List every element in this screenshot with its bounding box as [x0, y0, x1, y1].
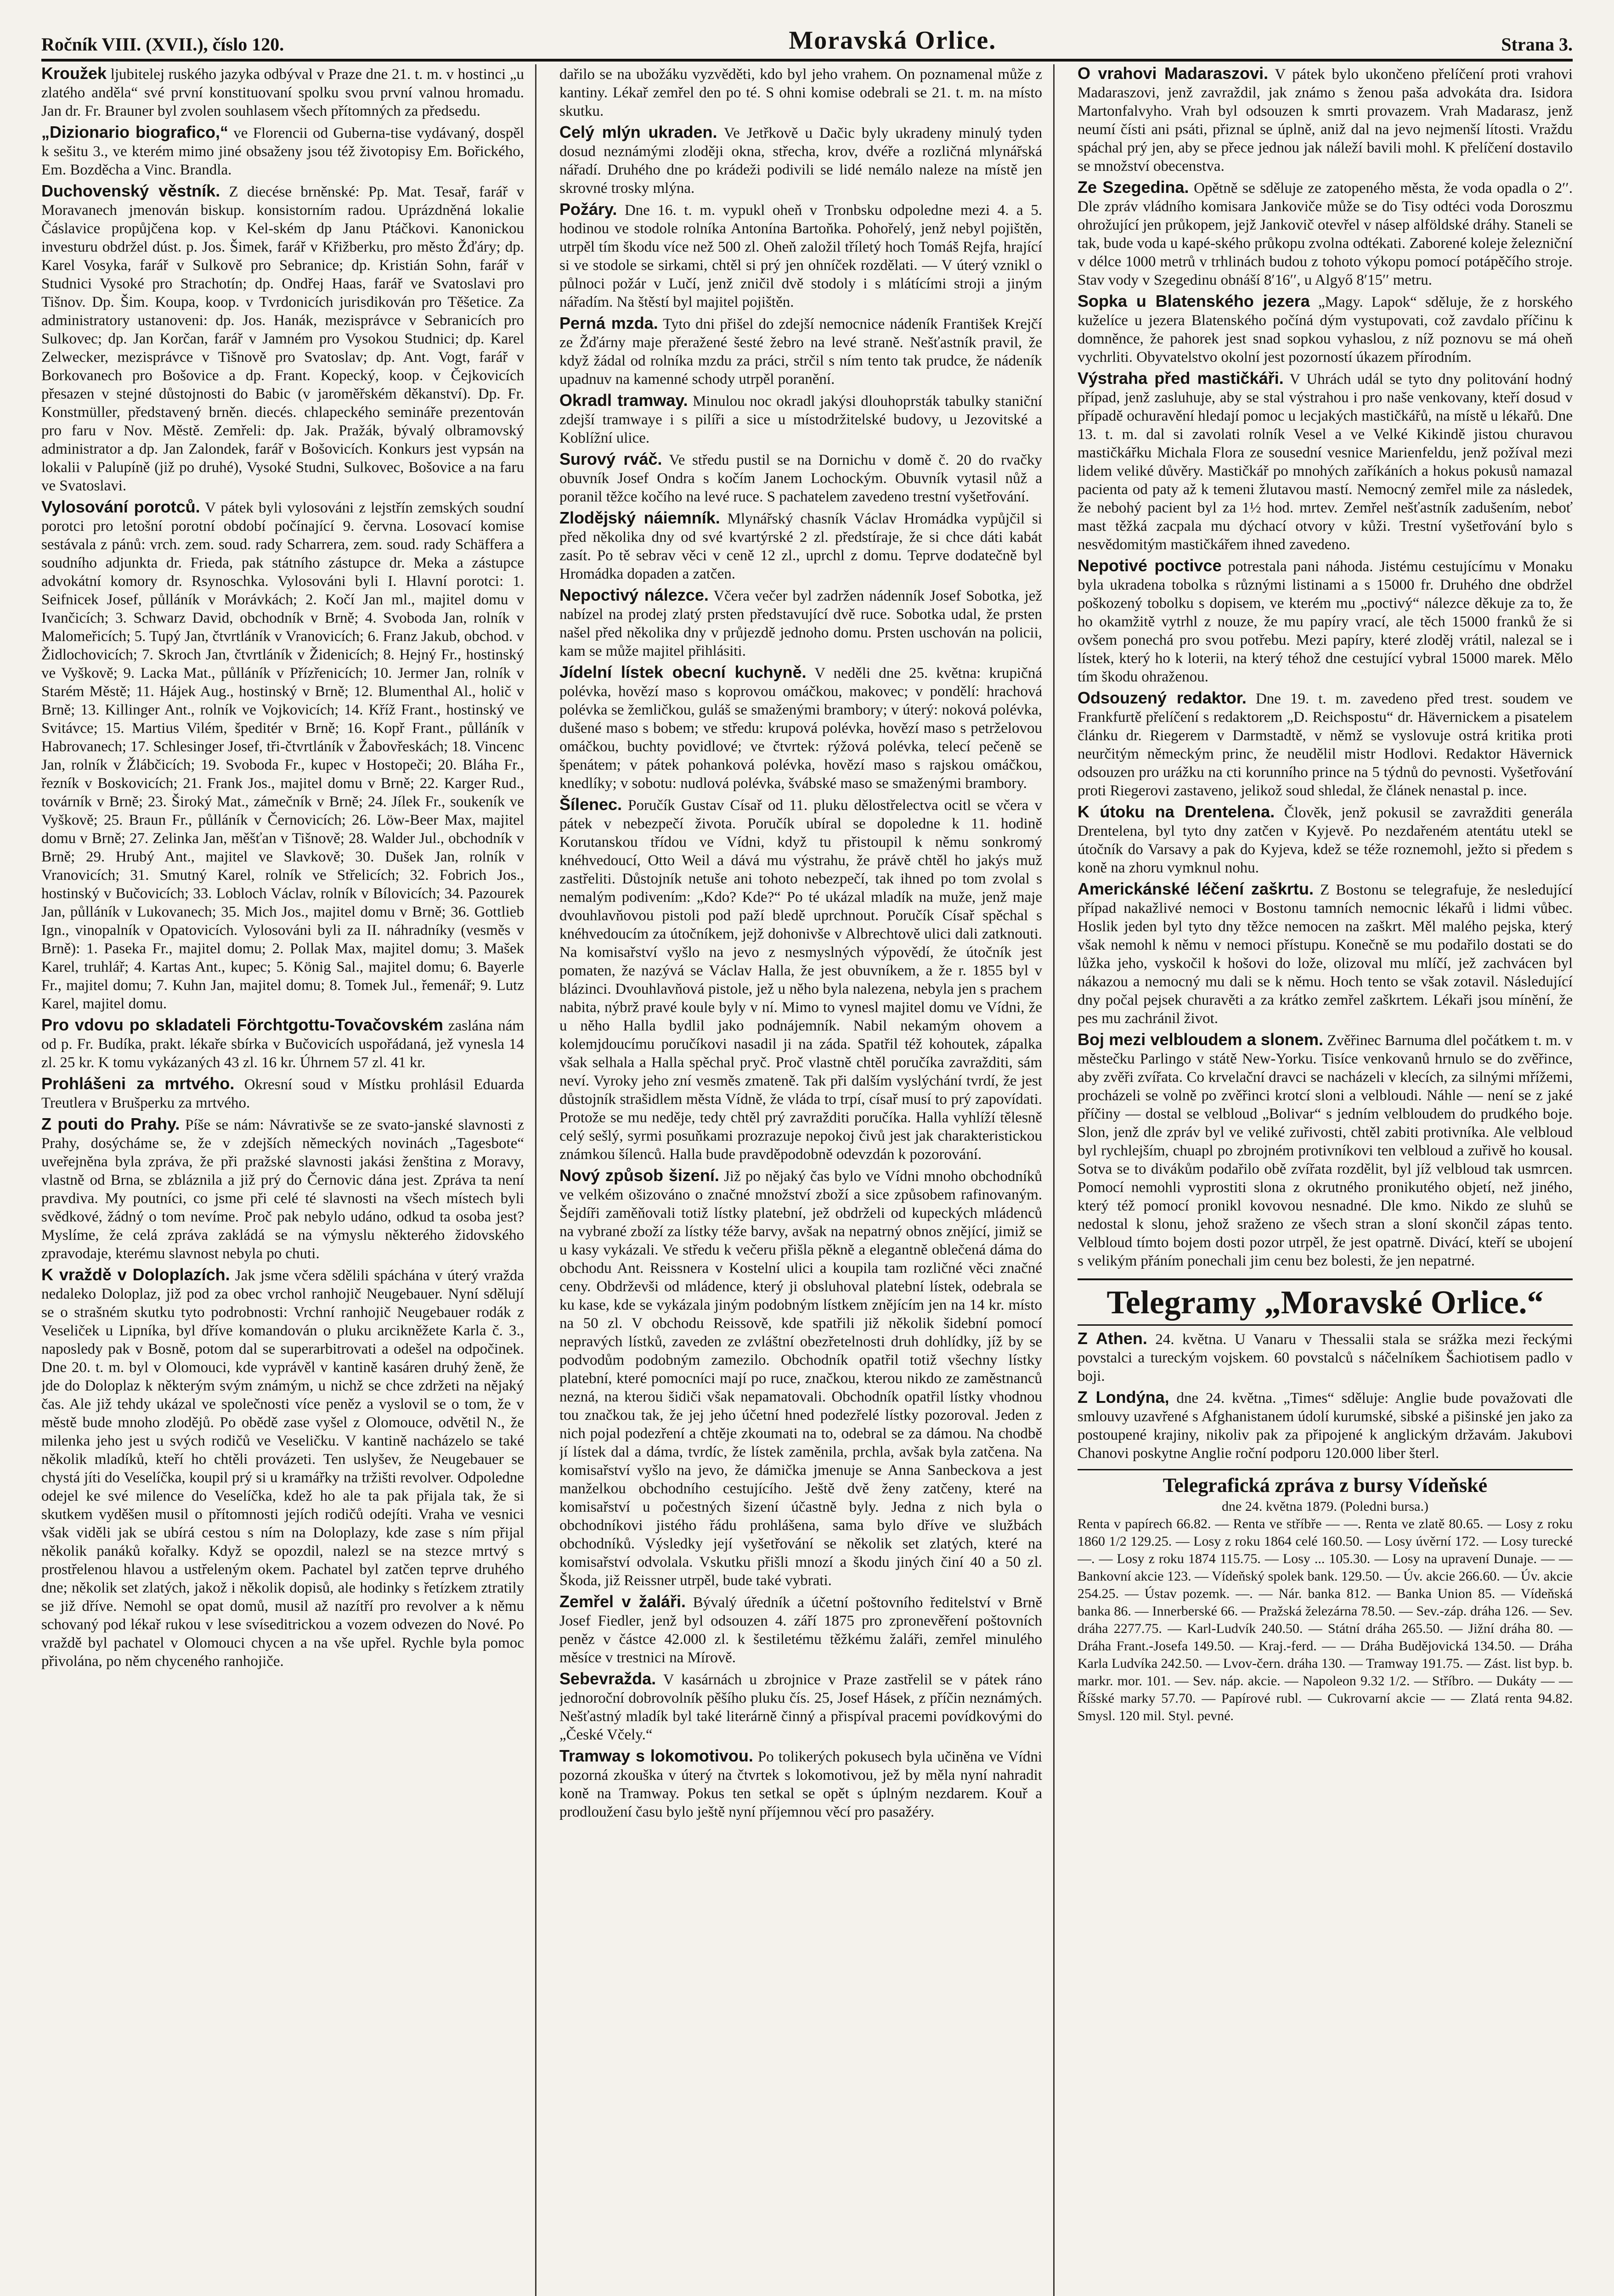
article-body: 24. května. U Vanaru v Thessalii stala se srážka mezi řeckými povstalci a tureckým vojskem. 60 povstalců s náčelníkem Šachiotisem padlo v boji. — [1078, 1331, 1573, 1384]
article-heading: Ze Szegedina. — [1078, 178, 1189, 197]
article-heading: Tramway s lokomotivou. — [559, 1746, 753, 1765]
article — [41, 64, 524, 120]
article — [559, 1670, 1042, 1744]
article-body: Píše se nám: Návrativše se ze svato-janské slavnosti z Prahy, dosýcháme se, že v zdejších německých novinách „Tagesbote“ uveřejněna byla zpráva, že při pražské slavnosti jakási ženština z Moravy, vlastně od Brna, se zbláznila a již prý do Černovic dána jest. Zpráva ta není pravdiva. My poutníci, co jsme při celé té slavnosti na všech místech byli svědkové, žádný o tom nevíme. Proč pak nebylo udáno, odkud ta osoba jest? Myslíme, že celá zpráva zakládá se na výmyslu některého židovského zpravodaje, kterému slavnost nebyla po chuti. — [41, 1117, 524, 1262]
article — [41, 1075, 524, 1112]
article-body: potrestala pani náhoda. Jistému cestujícímu v Monaku byla ukradena tobolka s různými listinami a s 15000 fr. Druhého dne obdržel poškozený tobolku s dopisem, ve kterém mu „poctivý“ nálezce děkuje za to, že ho okamžitě vytrhl z nouze, že mu papíry vrací, ale těch 15000 franků že si ovšem ponechá pro svou potřebu. Mezi papíry, které zloděj vrátil, nalezal se i lístek, který ho k loterii, na který téhož dne cestující vybral 15000 marek. Mělo tím škodu ohraženou. — [1078, 558, 1573, 685]
article-heading: Odsouzený redaktor. — [1078, 688, 1247, 707]
article-heading: Z pouti do Prahy. — [41, 1114, 180, 1133]
article-heading: Prohlášeni za mrtvého. — [41, 1074, 235, 1093]
article — [1078, 292, 1573, 366]
article — [559, 1166, 1042, 1590]
article-heading: O vrahovi Madaraszovi. — [1078, 64, 1269, 83]
article-body: V kasárnách u zbrojnice v Praze zastřelil se v pátek ráno jednoroční dobrovolník pěšího pluku čís. 25, Josef Hásek, z příčin neznámých. Nešťastný mladík byl také literárně činný a přispíval pracemi povídkovými do „České Včely.“ — [559, 1671, 1042, 1743]
issue-info: Ročník VIII. (XVII.), číslo 120. — [41, 34, 284, 55]
article-heading: „Dizionario biografico,“ — [41, 123, 229, 141]
article — [1078, 557, 1573, 686]
article-body: V neděli dne 25. května: krupičná polévka, hovězí maso s koprovou omáčkou, makovec; v pondělí: hrachová polévka se žemličkou, guláš se smaženými brambory; v úterý: noková polévka, dušené maso s bobem; ve středu: krupová polévka, hovězí maso s petrželovou omáčkou, buchty povidlové; ve čtvrtek: rýžová polévka, telecí pečeně se špenátem; v pátek pohanková polévka, hovězí maso s rajskou omáčkou, knedlíky; v sobotu: nudlová polévka, švábské maso se smaženými brambory. — [559, 665, 1042, 792]
article — [1078, 178, 1573, 289]
article — [559, 391, 1042, 447]
article — [1078, 1329, 1573, 1385]
article-body: Dne 19. t. m. zavedeno před trest. soudem ve Frankfurtě přelíčení s redaktorem „D. Reichspostu“ dr. Hävernickem a pisatelem článku dr. Riegerem v Darmstadtě, v němž se vyslovuje ostrá kritika proti neurčitým německým princ, že neudělil mistr Hodlovi. Redaktor Hävernick odsouzen pro urážku na cti korunního prince na 5 týdnů do pevnosti. Vyšetřování proti Riegerovi zastaveno, jelikož soud shledal, že článek nenastal p. ince. — [1078, 691, 1573, 799]
article-heading: Americkánské léčení zaškrtu. — [1078, 879, 1314, 898]
article-body: Včera večer byl zadržen nádenník Josef Sobotka, jež nabízel na prodej zlatý prsten představující dvě ruce. Sobotka udal, že prsten našel před několika dny v průjezdě jednoho domu. Prsten uschován na policii, kam se může majitel přihlásiti. — [559, 588, 1043, 659]
article-heading: Zlodějský náiemník. — [559, 508, 720, 527]
article — [559, 450, 1042, 506]
article-heading: Výstraha před mastičkáři. — [1078, 369, 1284, 388]
article-heading: Pro vdovu po skladateli Förchtgottu-Tovačovském — [41, 1015, 443, 1034]
article-body: V pátek byli vylosováni z lejstřín zemských soudní porotci pro letošní porotní období počínající 9. června. Losovací komise sestávala z pánů: vrch. zem. soud. rady Scharrera, zem. soud. rady Schäffera a soudního adjunkta dr. Frieda, pak státního zástupce dr. Meka a zástupce advokátní komory dr. Rsynoschka. Vylosováni byli I. Hlavní porotci: 1. Seifnicek Josef, půlláník v Morávkách; 2. Kočí Jan ml., majitel domu v Ivančicích; 3. Schwarz David, obchodník v Brně; 4. Svoboda Jan, rolník v Malomeřicích; 5. Tupý Jan, čtvrtláník v Vranovicích; 6. Franz Jakub, obchod. v Židlochovicích; 7. Skroch Jan, čtvrtláník v Židenicích; 8. Hejný Fr., hostinský ve Vyškově; 9. Lacka Mat., půlláník v Přízřenicích; 10. Jermer Jan, rolník v Starém Městě; 11. Hájek Aug., hostinský v Brně; 12. Blumenthal Al., holič v Brně; 13. Killinger Ant., rolník ve Vojkovicích; 14. Kříž Frant., hostinský ve Svitávce; 15. Martius Vilém, špeditér v Brně; 16. Kopř Frant., půlláník v Habrovanech; 17. Schlesinger Josef, tři-čtvrtláník v Žabovřeskách; 18. Vincenc Jan, rolník v Žlábčicích; 19. Svoboda Fr., kupec v Hostopeči; 20. Bláha Fr., řezník v Boskovicích; 21. Frank Jos., majitel domu v Brně; 22. Karger Rud., továrník v Brně; 23. Široký Mat., zámečník v Brně; 24. Jílek Fr., soukeník ve Vyškově; 25. Braun Fr., půlláník v Černovicích; 26. Löw-Beer Max, majitel domu v Brně; 27. Zelinka Jan, měšťan v Tišnově; 28. Walder Jul., obchodník v Brně; 29. Hrubý Ant., majitel ve Slavkově; 30. Dušek Jan, rolník v Vranovicích; 31. Smutný Karel, rolník ve Střelicích; 32. Fobrich Jos., hostinský v Bučovicích; 33. Lobloch Václav, rolník v Bílovicích; 34. Pazourek Jan, půlláník v Lukovanech; 35. Mich Jos., majitel domu v Brně; 36. Gottlieb Ign., vinopalník v Opatovicích. Vylosováni byli za II. náhradníky (vesměs v Brně): 1. Paseka Fr., majitel domu; 2. Pollak Max, majitel domu; 3. Mašek Karel, truhlář; 4. Kartas Ant., kupec; 5. König Sal., majitel domu; 6. Bayerle Fr., majitel domu; 7. Kuhn Jan, majitel domu; 8. Tomek Jul., řemenář; 9. Lutz Karel, majitel domu. — [41, 500, 524, 1012]
article — [1078, 369, 1573, 554]
article-body: Tyto dni přišel do zdejší nemocnice nádeník František Krejčí ze Žďárny maje přeražené šesté žebro na levé straně. Nešťastník pravil, že když žádal od rolníka mzdu za práci, strčil s ním tento tak prudce, že nádeník upadnuv na kamenné schody utrpěl poranění. — [559, 316, 1042, 388]
article-body: Ve Jetřkově u Dačic byly ukradeny minulý tyden dosud neznámými zloději okna, střecha, krov, dvéře a rozličná mlynářská nářadí. Druhého dne po krádeži podivili se lidé nemálo naleze na místě jen skrovné trosky mlýna. — [559, 125, 1042, 197]
article-heading: Celý mlýn ukraden. — [559, 123, 717, 141]
article-body: ve Florencii od Guberna-tise vydávaný, dospěl k sešitu 3., ve kterém mimo jiné obsaženy jsou též životopisy Em. Bořického, Em. Bozděcha a Vinc. Brandla. — [41, 125, 525, 178]
article-heading: Jídelní lístek obecní kuchyně. — [559, 663, 807, 681]
article-body: Zvěřinec Barnuma dlel počátkem t. m. v městečku Parlingo v státě New-Yorku. Tisíce venkovanů hrnulo se do zvěřince, aby zvěři zvířata. Co krvelační dravci se nacházeli v klecích, za silnými mřížemi, procházeli se volně po zvěřinci krotcí sloni a velbloudi. Náhle — není se z jaké příčiny — dostal se velbloud „Bolivar“ s jedním velbloudem do prudkého boje. Slon, jenž dle zpráv byl ve veliké zuřivosti, chtěl zabiti protivníka. Ale velbloud byl rychlejším, chuapl po zbrojném protivníkovi ten velbloud a zuřivě ho kousal. Sotva se to divákům podařilo obě zvířata rozdělit, byl jíž velbloud tak usmrcen. Pomocí nemohli vyprostiti slona z okrutného pronikutého objetí, než jiného, který též pomocí pronikl kovovou nesnadné. Dle kmo. Nikdo ze sluhů se nedostal k slonu, jehož sraženo ze všech stran a sloní skončil zápas tento. Velbloud tímto bojem dosti pozor utrpěl, že jest opatrně. Divácí, kteří se ubojení s velikým přáním ponechali jim cenu bez bolesti, že jen nepatrné. — [1078, 1032, 1573, 1269]
article-body: V Uhrách udál se tyto dny politování hodný případ, jenž zasluhuje, aby se stal výstrahou i pro naše venkovany, kteří dosud v případě ochuravění hledají pomoc u lecjakých mastičkářů, na místě u lékařů. Dne 13. t. m. dal si zavolati rolník Vesel a ve Velké Kikindě jistou churavou mastičkářku Michala Flora ze sousední vesnice Marienfeldu, jenž požíval mezi lidem veliké důvěry. Mastičkář po mnohých zaříkáních a hokus pokusů namazal pacienta od paty až k temeni žlutavou mastí. Nemocný zemřel mile za následek, že nebohý pacient byl za 1½ hod. mrtev. Zemřel nešťastník zadušením, neboť mast těžká zacpala mu dýchací otvory v kůži. Trestní vyšetřování bylo s nesvědomitým mastičkářem ihned zavedeno. — [1078, 371, 1573, 553]
article-heading: K útoku na Drentelena. — [1078, 802, 1275, 821]
article-heading: Požáry. — [559, 200, 617, 219]
column-3 — [1078, 64, 1573, 2296]
article — [559, 1593, 1042, 1667]
article-body: Z Bostonu se telegrafuje, že nesledující případ nakažlivé nemoci v Bostonu tamních nemocnic lékařů i lidmi vůbec. Hoslik jeden byl tyto dny těžce nemocen na zaškrt. Měl malého pejska, který však nemohl k němu v nemoci přístupu. Konečně se mu podařilo dostati se do lůžka jeho, vyskočil k hošovi do lože, olizoval mu mlíčí, jež zachvácen byl nákazou a nemocný mu dali se k němu. Hoch tento se však zotavil. Následující dny počal pejsek churavěti a za krátko zemřel zaškrtem. Lékaři jsou mínění, že pes mu zachránil život. — [1078, 882, 1573, 1027]
article — [1078, 64, 1573, 175]
article — [41, 182, 524, 495]
article-body: Po tolikerých pokusech byla učiněna ve Vídni pozorná zkouška v úterý na čtvrtek s lokomotivou, jež by měla nyní nahradit koně na Tramway. Pokus ten setkal se opět s úplným nezdarem. Kouř a prodloužení času bylo ještě nyní příjemnou věcí pro pasažéry. — [559, 1749, 1042, 1820]
masthead-title: Moravská Orlice. — [789, 26, 997, 55]
article — [559, 663, 1042, 793]
column-2 — [559, 64, 1055, 2296]
article-body: Okresní soud v Místku prohlásil Eduarda Treutlera v Brušperku za mrtvého. — [41, 1076, 524, 1111]
article — [1078, 803, 1573, 877]
article — [559, 586, 1042, 660]
article-body: Dne 16. t. m. vypukl oheň v Tronbsku odpoledne mezi 4. a 5. hodinou ve stodole rolníka Antonína Bartoňka. Pohořelý, jenž nebyl pojištěn, utrpěl tím škodu více než 500 zl. Oheň založil tříletý hoch Tomáš Rejfa, hrající si ve stodole se sirkami, chtěl si prý jen ohníček rozdělati. — V úterý vznikl o půlnoci požár v Lučí, jenž zničil dvě stodoly i s mlátícími stroji a jiným nářadím. Na štěstí byl majitel pojištěn. — [559, 202, 1042, 310]
article-heading: Boj mezi velbloudem a slonem. — [1078, 1030, 1323, 1049]
column-3-articles — [1078, 64, 1573, 1270]
article-body: Již po nějaký čas bylo ve Vídni mnoho obchodníků ve velkém ošizováno o značné množství zboží a sice způsobem rafinovaným. Šejdíři zaměňovali totiž lístky platební, jež obdrželi od kupeckých mládenců na vybrané zboží za lístky téže barvy, avšak na nepatrný obnos znějící, jimiž se u kasy vykázali. Ve středu k večeru přišla pěkně a elegantně oblečená dáma do obchodu Ant. Reissnera v Kostelní ulici a koupila tam rozličné věci značné ceny. Obdrževši od mládence, který ji obsluhoval platební lístek, odebrala se ku kase, kde se vykázala jiným podobným lístkem znějícím jen na 14 kr. místo na 50 zl. V obchodu Reissově, kde spatřili již několik šidební pomocí nepravých lístků, zaveden ze zvláštní obezřetelnosti druh dohlídky, jíž by se podvodům podobným zamezilo. Obchodník opatřil totiž všechny lístky platební, které pomocníci mají po ruce, značkou, kterou nikdo ze zaměstnanců nezná, na kterou šidiči však nepamatovali. Obchodník opatřil lístky vhodnou tou značkou tak, že jej jeho účetní hned podezřelé lístky pozoroval. Jeden z nich pojal podezření a chtěje zkoumati na to, odebral se za dámou. Na chodbě jí lístek dal a dáma, tvrdíc, že lístek zaměnila, prchla, avšak byla zatčena. Na komisařství vyšlo na jevo, že dámička jmenuje se Anna Sanbeckova a jest manželkou obchodního cestujícího. Ještě dvě ženy zatčeny, které na komisařství u počestných šizení účastně byly. Jedna z nich byla o obchodníkovi jistého řádu prohlášena, sama bylo dříve ve službách obchodníků. Výsledky její vyšetřování se několik set zlatých, které na komisařství odvolala. Vskutku přišli mnozí a škodu jiných činí 40 a 50 zl. Škoda, již Reissner utrpěl, bude také vybrati. — [559, 1168, 1042, 1589]
article-body: „Magy. Lapok“ sděluje, že z horského kuželíce u jezera Blatenského počíná dým vystupovati, což zavdalo příčinu k domněnce, že pahorek jest snad sopkou vyhaslou, z níž poznovu se má oheň vychrliti. Obyvatelstvo okolní jest pozorností úkazem přírodním. — [1078, 294, 1573, 366]
article — [41, 123, 524, 179]
article — [1078, 689, 1573, 800]
burse-title: Telegrafická zpráva z bursy Vídeňské — [1078, 1469, 1573, 1498]
article — [559, 314, 1042, 388]
article — [559, 123, 1042, 197]
article-body: Bývalý úředník a účetní poštovního ředitelství v Brně Josef Fiedler, jenž byl odsouzen 4. září 1875 pro zpronevěření poštovních peněz v částce 42.000 zl. k šestiletému těžkému žaláři, zemřel minulého měsíce v trestnici na Mírově. — [559, 1594, 1043, 1666]
article-body: Opětně se sděluje ze zatopeného města, že voda opadla o 2′′. Dle zpráv vládního komisara Jankoviče může se do Tisy odtéci voda Doroszmu ohrožující jen průkopem, jejž Jankovič otevřel v násep alföldské dráhy. Staneli se tak, bude voda u kapé-ského průkopu zvolna odtékati. Zaborené koleje železniční v délce 1000 metrů v trhlinách budou z tohoto výkopu pomocí potápěčího stroje. Stav vody v Szegedinu obnáší 8′16′′, u Algyő 8′15′′ metru. — [1078, 180, 1573, 288]
columns — [41, 64, 1573, 2296]
article-body: ljubitelej ruského jazyka odbýval v Praze dne 21. t. m. v hostinci „u zlatého anděla“ své první konstituovaní spolku svou první valnou hromadu. Jan dr. Fr. Brauner byl zvolen souhlasem všech přítomných za předsedu. — [41, 66, 525, 119]
article-heading: Vylosování porotců. — [41, 497, 200, 516]
article-heading: Sebevražda. — [559, 1669, 656, 1688]
article-body: Člověk, jenž pokusil se zavražditi generála Drentelena, byl tyto dny zatčen v Kyjevě. Po nezdařeném atentátu utekl se útočník do Varsavy a pak do Kyjeva, kdež se téže roznemohl, ježto si předem s koně na zhoru vymknul nohu. — [1078, 805, 1573, 876]
article-heading: Nepotivé poctivce — [1078, 556, 1222, 575]
article — [1078, 1388, 1573, 1463]
article-heading: Sopka u Blatenského jezera — [1078, 292, 1310, 310]
burse-body: Renta v papírech 66.82. — Renta ve stříbře — —. Renta ve zlatě 80.65. — Losy z roku 1860 1/2 129.25. — Losy z roku 1864 celé 160.50. — Losy úvěrní 172. — Losy turecké —. — Losy z roku 1874 115.75. — Losy ... 105.30. — Losy na upravení Dunaje. — — Bankovní akcie 123. — Vídeňský spolek bank. 129.50. — Úv. akcie 266.60. — Úv. akcie 254.25. — Ústav pozemk. —. — Nár. banka 812. — Banka Union 85. — Vídeňská banka 86. — Innerberské 66. — Pražská železárna 78.50. — Sev.-záp. dráha 126. — Sev. dráha 2277.75. — Karl-Ludvík 240.50. — Státní dráha 265.50. — Jižní dráha 80. — Dráha Frant.-Josefa 149.50. — Kraj.-ferd. — — Dráha Budějovická 134.50. — Dráha Karla Ludvíka 242.50. — Lvov-čern. dráha 130. — Tramway 191.75. — Zást. list byp. b. markr. mor. 101. — Sev. náp. akcie. — Napoleon 9.32 1/2. — Stříbro. — Dukáty — — Říšské marky 57.70. — Papírové rubl. — Cukrovarní akcie — — Zlatá renta 94.82. Smysl. 120 mil. Styl. pevné. — [1078, 1516, 1573, 1723]
article-heading: K vraždě v Doloplazích. — [41, 1265, 230, 1284]
telegram-section-title: Telegramy „Moravské Orlice.“ — [1078, 1278, 1573, 1326]
article-heading: Zemřel v žaláři. — [559, 1592, 686, 1611]
article-heading: Kroužek — [41, 64, 107, 83]
telegram-list — [1078, 1329, 1573, 1463]
article-heading: Šílenec. — [559, 795, 622, 814]
article-body: Z diecése brněnské: Pp. Mat. Tesař, farář v Moravanech jmenován biskup. konsistorním radou. Uprázdněná lokalie Čáslavice propůjčena kop. v Kel-ském dp Janu Ptáčkovi. Kanonickou investuru obdržel dúst. p. Jos. Šimek, farář v Křižberku, pro město Žďáry; dp. Karel Vosyka, farář v Sulkově pro Sebranice; dp. Kristián Sohn, farář v Studnici Vysoké pro Strachotín; dp. Ondřej Haas, farář ve Svatoslavi pro Tišnov. Dp. Šim. Koupa, koop. v Tvrdonicích jurisdikován pro Těšetice. Za administratory ustanoveni: dp. Jos. Hanák, mezisprávce v Sebranicích pro Sulkovec; dp. Jan Korčan, farář v Jamném pro Vysokou Studnici; dp. Karel Zelwecker, mezisprávce v Tišnově pro Svatoslav; dp. Ant. Vogt, farář v Borkovanech pro Bošovice a dp. Frant. Kopecký, koop. v Čejkovicích přesazen v stejné důstojnosti do Babic (v jaroměřském děkanství). Dp. Fr. Konstmüller, představený brněn. diecés. chlapeckého semináře prezentován pro faru v Nov. Městě. Zemřeli: dp. Jak. Pražák, bývalý olbramovský administrator a dp. Jan Zalondek, farář v Bošovicích. Konkurs jest vypsán na lokalii v Palupíně (již po druhé), Vysoké Studni, Sulkovec, Bošovice a na faru ve Svatoslavi. — [41, 184, 524, 494]
article-heading: Okradl tramway. — [559, 391, 688, 410]
article-body: zaslána nám od p. Fr. Budíka, prakt. lékaře sbírka v Bučovicích uspořádaná, jež vynesla 14 zl. 25 kr. K tomu vykázaných 43 zl. 16 kr. Úhrnem 57 zl. 41 kr. — [41, 1018, 525, 1071]
article-body: Mlynářský chasník Václav Hromádka vypůjčil si před několika dny od své kvartýrské 2 zl. předstíraje, že si chce dáti kabát zasít. Po tě sebrav věci v ceně 12 zl., uprchl z domu. Teprve dodatečně byl Hromádka dopaden a zatčen. — [559, 511, 1043, 582]
burse-subtitle: dne 24. května 1879. (Poledni bursa.) — [1222, 1499, 1428, 1514]
article — [41, 1266, 524, 1671]
article — [559, 64, 1042, 120]
article-body: Jak jsme včera sdělili spáchána v úterý vražda nedaleko Doloplaz, již pod za obec vrchol ranhojič Neugebauer. Nyní sdělují se o strašném skutku tyto podrobnosti: Vrchní ranhojič Neugebauer rodák z Veseliček u Lipníka, byl dříve komandován o pluku arcikněžete Karla č. 3., naposledy pak v Bosně, potom dal se superarbitrovati a odešel na odpočinek. Dne 20. t. m. byl v Olomouci, kde vyprávěl v kantině kasáren druhý ženě, že jde do Doloplaz k některým svým známým, u nichž se chce zdržeti na nějaký čas. Ale již tehdy ukázal ve společnosti více peněz a vyslovil se o tom, že v městě bude mnoho zlodějů. Po obědě zase vyšel z Olomouce, odvětil N., že milenka jeho jest u svých rodičů ve Veseličku. V kantině nacházelo se také několik mladíků, kteří ho chtěli provázeti. Ten uslyšev, že Neugebauer se chystá jíti do Veselíčka, koupil prý si u kramářky na tržišti revolver. Odpoledne odejel ke své milence do Veselíčka, kdež ho ale ta pak přijala tak, že si skutkem vyděšen musil o přítomnosti jejích rodičů odejíti. Vraha ve vesnici však viděli jak se ubírá cestou s ním na Doloplazy, kde zase s ním přijal několik panáků kořalky. Když se opozdil, nalezl se na stezce mrtvý s prostřelenou hlavou a ustřeleným okem. Pachatel byl zatčen teprve druhého dne; několik set zlatých, jakož i několik dopisů, ale hodinky s řetízkem ztratily se již dříve. Nemohl se opat domů, musil až nazítří pro revolver a k němu schovaný pod lékař rukou v lese svíseditrickou a vozem odvezen do Nové. Po vraždě byl pachatel v Olomouci chycen a na vše upřel. Rychle byla pomoc přivolána, po něm chyceného ranhojiče. — [41, 1267, 524, 1670]
page-number: Strana 3. — [1501, 34, 1573, 55]
article — [559, 795, 1042, 1164]
article-heading: Z Londýna, — [1078, 1388, 1169, 1407]
article-heading: Z Athen. — [1078, 1329, 1147, 1348]
article-heading: Perná mzda. — [559, 314, 658, 332]
article — [559, 509, 1042, 583]
article — [41, 1016, 524, 1072]
article-heading: Surový rváč. — [559, 450, 662, 468]
article — [559, 200, 1042, 311]
article-body: Ve středu pustil se na Dornichu v domě č. 20 do rvačky obuvník Josef Ondra s kočím Janem Lochockým. Obuvník vytasil nůž a poranil těžce kočího na levé ruce. S pachatelem zavedeno trestní vyšetřování. — [559, 452, 1042, 505]
article-body: dne 24. května. „Times“ sděluje: Anglie bude považovati dle smlouvy uzavřené s Afghanistanem údolí kurumské, sibské a pišinské jen jako za postoupené krajiny, nikoliv pak za připojené k anglickým državám. Jakubovi Chanovi poskytne Anglie roční podporu 120.000 liber šterl. — [1078, 1390, 1573, 1462]
article — [41, 498, 524, 1013]
article-heading: Duchovenský věstník. — [41, 181, 220, 200]
article-body: V pátek bylo ukončeno přelíčení proti vrahovi Madaraszovi, jenž zavraždil, jak známo s ženou paša advokáta dra. Isidora Martonfalvyho. Vrah byl odsouzen k smrti provazem. Vrah Madarasz, jenž neumí čísti ani psáti, přiznal se úplně, aniž dal na jevo nejmenší lítosti. Vraždu spáchal prý jen, aby se přece jednou jak náleží bavili mohl. K přelíčení dostavilo se množství obecenstva. — [1078, 66, 1573, 174]
article — [41, 1115, 524, 1263]
page-header — [41, 9, 1573, 62]
article-body: dařilo se na ubožáku vyzvěděti, kdo byl jeho vrahem. On poznamenal může z kantiny. Lékař zemřel den po té. S ohni komise odebrali se 21. t. m. na místo skutku. — [559, 66, 1042, 119]
article — [559, 1747, 1042, 1821]
article — [1078, 1030, 1573, 1270]
article-heading: Nepoctivý nálezce. — [559, 585, 709, 604]
article-heading: Nový způsob šizení. — [559, 1166, 719, 1185]
column-1 — [41, 64, 536, 2296]
article-body: Minulou noc okradl jakýsi dlouhoprsták tabulky staniční zdejší tramwaye i s pilíři a sice u místodržitelské budovy, u Jezovitské a Koblížní ulice. — [559, 393, 1043, 446]
article-body: Poručík Gustav Císař od 11. pluku dělostřelectva ocitl se včera v pátek v nebezpečí života. Poručík ubíral se dopoledne k 11. hodině Korutanskou třídou ve Vídni, když tu přistoupil k němu sonkromý knéhvedoucí, Otto Weil a dává mu výstrahu, že právě chtěl ho jakýs muž zastřeliti. Důstojník netuše ani tohoto nebezpečí, tak ihned po tom zvolal s nemalým podivením: „Kdo? Kde?“ Po té ukázal mladík na muže, jenž maje dvouhlavňovou pistoli pod paží bledě uprchnout. Poručík Císař spěchal s knéhvedoucím za útočníkem, jejž dohonivše v Albrechtově ulici dali zatknouti. Na komisařství vyšlo na jevo z nesmyslných výpovědí, že útočník jest pomaten, že nazývá se Václav Halla, že jest obuvníkem, a že r. 1855 byl v blázinci. Dvouhlavňová pistole, jež u něho byla nalezena, nebyla jen s prachem nabita, nýbrž pravé koule byly v ní. Mimo to vynesl majitel domu ve Vídni, že u něho Halla bydlil jako podnájemník. Nabil nekamým ohovem a kolemjdoucímu poručíkovi nasadil ji na záda. Spatřil též kohoutek, zápalka však selhala a Halla spěchal pryč. Proč vlastně chtěl poručíka zavražditi, sám neví. Vyroky jeho zní vesměs zmateně. Tak při dalším vyslýchání tvrdí, že jest důstojník strašidlem města Vídně, že vláda to trpí, císař musí to prý zapovídati. Protože se mu neděje, tedy chtěl prý zavražditi poručíka. Halla vyhlíží tělesně celý sešlý, syrmi posuňkami prozrazuje nepokoj čivů jest jak charakteristickou známkou šílenců. Halla bude pravděpodobně odevzdán k pozorování. — [559, 797, 1043, 1163]
article — [1078, 880, 1573, 1028]
